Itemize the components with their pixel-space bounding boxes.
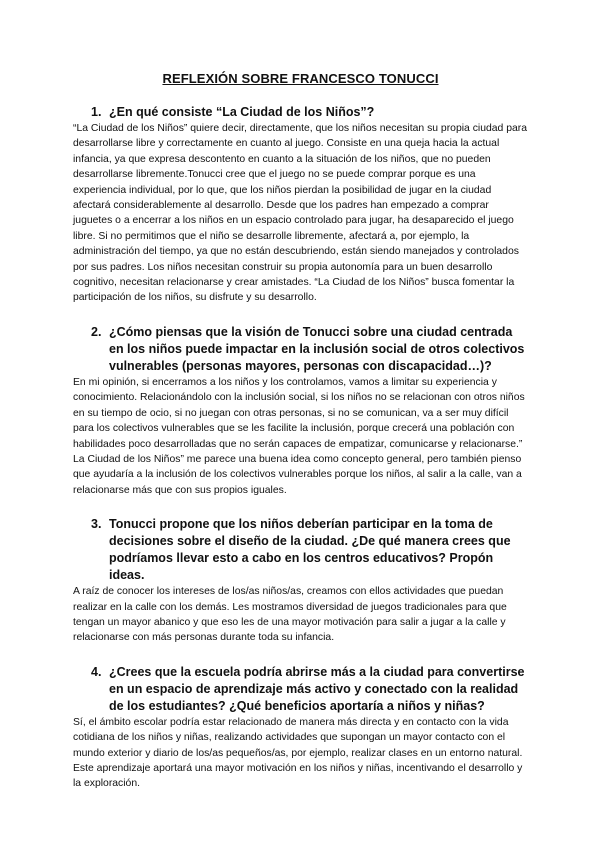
question-4 xyxy=(73,664,528,715)
question-text: ¿Crees que la escuela podría abrirse más a la ciudad para convertirse en un espacio de aprendizaje más activo y conectado con la realidad de los estudiantes? ¿Qué beneficios aportaría a niños y niñas? xyxy=(109,664,525,713)
question-2 xyxy=(73,324,528,375)
question-3 xyxy=(73,516,528,584)
section-4 xyxy=(73,664,528,792)
answer-3: A raíz de conocer los intereses de los/as niños/as, creamos con ellos actividades que puedan realizar en la calle con los demás. Les mostramos diversidad de juegos tradicionales para que tengan un mayor abanico y que eso les de una mayor motivación para salir a jugar a la calle y relacionarse con más personas durante toda su infancia. xyxy=(73,586,507,644)
question-text: ¿Cómo piensas que la visión de Tonucci sobre una ciudad centrada en los niños puede impactar en la inclusión social de otros colectivos vulnerables (personas mayores, personas con discapacidad…)? xyxy=(109,324,525,373)
question-text: Tonucci propone que los niños deberían participar en la toma de decisiones sobre el diseño de la ciudad. ¿De qué manera crees que podríamos llevar esto a cabo en los centros educativos? Propón ideas. xyxy=(109,517,511,583)
question-1 xyxy=(73,104,528,121)
question-number: 1. xyxy=(91,105,102,119)
question-number: 3. xyxy=(91,517,102,532)
answer-2: En mi opinión, si encerramos a los niños y los controlamos, vamos a limitar su experiencia y conocimiento. Relacionándolo con la inclusión social, si los niños no se relacionan con otros niños en su tiempo de ocio, si no juegan con otras personas, si no se comunican, va a ser muy difícil para los colectivos vulnerables que se les facilite la inclusión, porque crecerá una población con habilidades poco desarrolladas que no serán capaces de empatizar, comunicarse y relacionarse.” La Ciudad de los Niños” me parece una buena idea como concepto general, pero también pienso que ayudaría a la inclusión de los colectivos vulnerables porque los niños, al salir a la calle, van a relacionarse más que con sus propios iguales. xyxy=(73,376,525,496)
document-title: REFLEXIÓN SOBRE FRANCESCO TONUCCI xyxy=(162,71,439,86)
question-number: 2. xyxy=(91,324,102,339)
answer-1: “La Ciudad de los Niños” quiere decir, directamente, que los niños necesitan su propia ciudad para desarrollarse libre y correctamente en cuanto al juego. Consiste en una queja hacia la actual infancia, ya que expresa descontento en cuanto a la situación de los niños, que no pueden desarrollarse libremente.Tonucci cree que el juego no se puede comprar porque es una experiencia individual, por lo que, que los niños pierdan la posibilidad de jugar en la ciudad afectará considerablemente al desarrollo. Desde que los padres han empezado a comprar juguetes o a encerrar a los niños en un espacio controlado para jugar, ha desaparecido el juego libre. Si no permitimos que el niño se desarrolle libremente, afectará a, por ejemplo, la administración del tiempo, ya que no están descubriendo, están siendo manejados y controlados por sus padres. Los niños necesitan construir su propia autonomía para un buen desarrollo cognitivo, necesitan relacionarse y crear amistades. “La Ciudad de los Niños” busca fomentar la participación de los niños, su disfrute y su desarrollo. xyxy=(73,123,527,304)
question-number: 4. xyxy=(91,664,102,679)
question-text: ¿En qué consiste “La Ciudad de los Niños”? xyxy=(109,105,375,119)
section-1 xyxy=(73,104,528,306)
section-2 xyxy=(73,324,528,498)
answer-4: Sí, el ámbito escolar podría estar relacionado de manera más directa y en contacto con la vida cotidiana de los niños y niñas, realizando actividades que supongan un mayor contacto con el mundo exterior y diario de los/as pequeños/as, por ejemplo, realizar clases en un entorno natural. Este aprendizaje aportará una mayor motivación en los niños y niñas, incentivando el desarrollo y la exploración. xyxy=(73,716,523,790)
section-3 xyxy=(73,516,528,646)
